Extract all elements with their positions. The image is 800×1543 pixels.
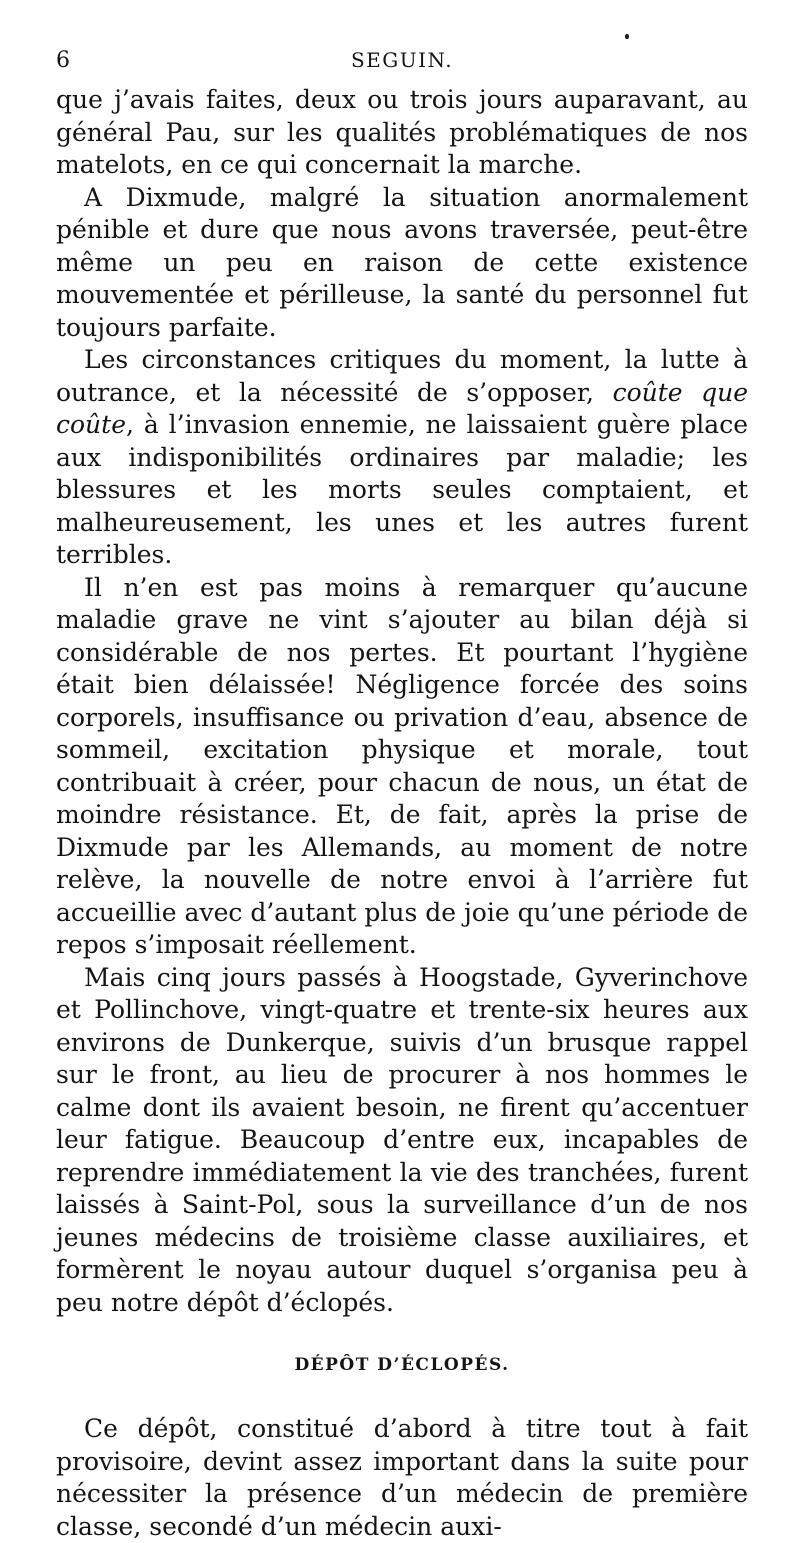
paragraph-circonstances <box>56 344 748 572</box>
book-page <box>56 40 748 1543</box>
section-body <box>56 1413 748 1543</box>
running-head: SEGUIN. <box>350 48 454 72</box>
paragraph-continued: que j’avais faites, deux ou trois jours auparavant, au général Pau, sur les qualités problématiques de nos matelots, en ce qui concernait la marche. <box>56 85 748 179</box>
paragraph-hygiene: Il n’en est pas moins à remarquer qu’aucune maladie grave ne vint s’ajouter au bilan déjà si considérable de nos pertes. Et pourtant l’hygiène était bien délaissée! Négligence forcée des soins corporels, insuffisance ou privation d’eau, absence de sommeil, excitation physique et morale, tout contribuait à créer, pour chacun de nous, un état de moindre résistance. Et, de fait, après la prise de Dixmude par les Allemands, au moment de notre relève, la nouvelle de notre envoi à l’arrière fut accueillie avec d’autant plus de joie qu’une période de repos s’imposait réellement. <box>56 572 748 959</box>
paragraph-hoogstade: Mais cinq jours passés à Hoogstade, Gyverinchove et Pollinchove, vingt-quatre et trente-six heures aux environs de Dunkerque, suivis d’un brusque rappel sur le front, au lieu de procurer à nos hommes le calme dont ils avaient besoin, ne firent qu’accentuer leur fatigue. Beaucoup d’entre eux, incapables de reprendre immédiatement la vie des tranchées, furent laissés à Saint-Pol, sous la surveillance d’un de nos jeunes médecins de troisième classe auxiliaires, et formèrent le noyau autour duquel s’organisa peu à peu notre dépôt d’éclopés. <box>56 962 748 1317</box>
paragraph-dixmude: A Dixmude, malgré la situation anormalement pénible et dure que nous avons traversée, peut-être même un peu en raison de cette existence mouvementée et périlleuse, la santé du personnel fut toujours parfaite. <box>56 182 748 342</box>
paragraph-depot: Ce dépôt, constitué d’abord à titre tout à fait provisoire, devint assez important dans la suite pour nécessiter la présence d’un médecin de première classe, secondé d’un médecin auxi- <box>56 1414 748 1541</box>
paragraph-circonstances-start: Les circonstances critiques du moment, la lutte à outrance, et la nécessité de s’opposer, <box>56 345 748 407</box>
ink-speck <box>625 34 629 39</box>
section-title: DÉPÔT D’ÉCLOPÉS. <box>294 1355 510 1375</box>
body-text <box>56 84 748 1319</box>
page-header <box>56 40 748 84</box>
paragraph-circonstances-end: , à l’invasion ennemie, ne laissaient guère place aux indisponibilités ordinaires par maladie; les blessures et les morts seules comptaient, et malheureusement, les unes et les autres furent terribles. <box>56 410 748 569</box>
italic-phrase: coûte que coûte <box>56 377 748 439</box>
page-number: 6 <box>56 48 70 73</box>
